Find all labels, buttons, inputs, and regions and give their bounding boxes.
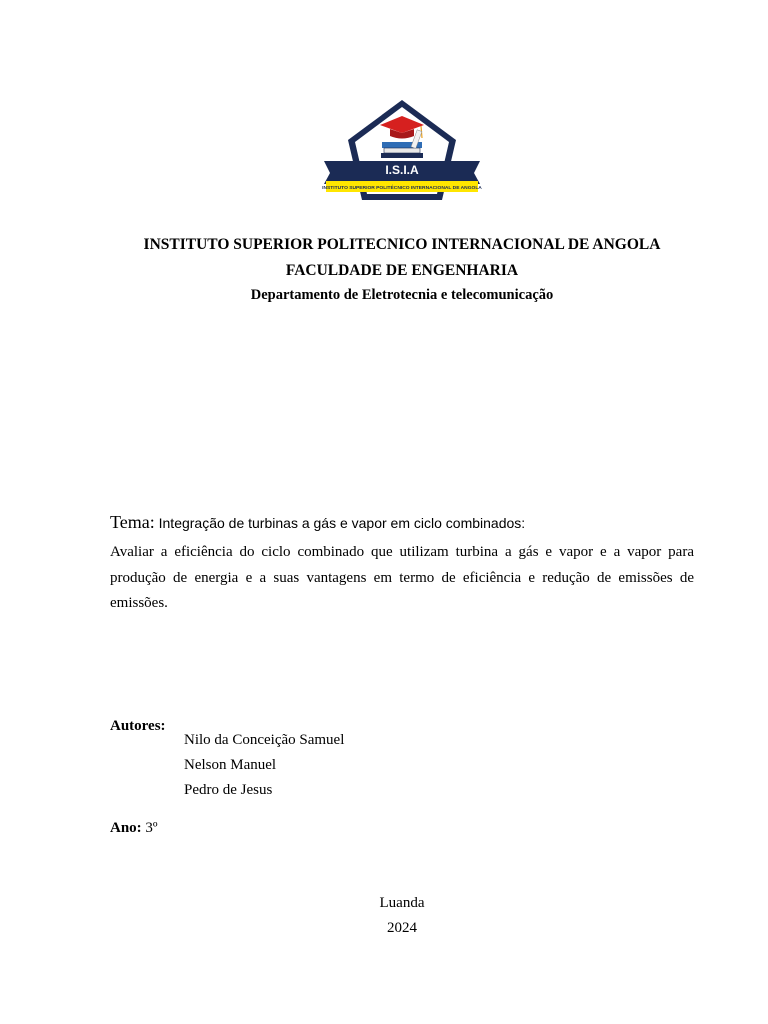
logo-abbrev: I.S.I.A: [385, 163, 419, 177]
footer-year: 2024: [387, 920, 417, 936]
tema-colon: :: [149, 512, 155, 532]
logo-banner-text: INSTITUTO SUPERIOR POLITÉCNICO INTERNACIONAL DE ANGOLA: [322, 186, 482, 191]
isia-logo: [322, 98, 482, 204]
author-name: Nelson Manuel: [184, 757, 277, 773]
year-line: [110, 820, 158, 837]
faculty-name: FACULDADE DE ENGENHARIA: [285, 262, 519, 279]
tema-line: [110, 512, 525, 533]
year-label: Ano:: [110, 820, 142, 836]
authors-label: Autores:: [110, 718, 166, 734]
author-name: Nilo da Conceição Samuel: [184, 732, 345, 748]
department-name: Departamento de Eletrotecnia e telecomunicação: [250, 287, 554, 303]
author-name: Pedro de Jesus: [184, 782, 273, 798]
tema-description: Avaliar a eficiência do ciclo combinado que utilizam turbina a gás e vapor e a vapor para produção de energia e a suas vantagens em termo de eficiência e redução de emissões de emissões.: [110, 544, 694, 611]
tema-title: Integração de turbinas a gás e vapor em ciclo combinados:: [154, 515, 526, 531]
footer-city: Luanda: [379, 895, 425, 911]
year-value: 3º: [141, 820, 158, 836]
tema-label: Tema: [110, 512, 150, 532]
institution-name: INSTITUTO SUPERIOR POLITECNICO INTERNACIONAL DE ANGOLA: [143, 236, 661, 253]
